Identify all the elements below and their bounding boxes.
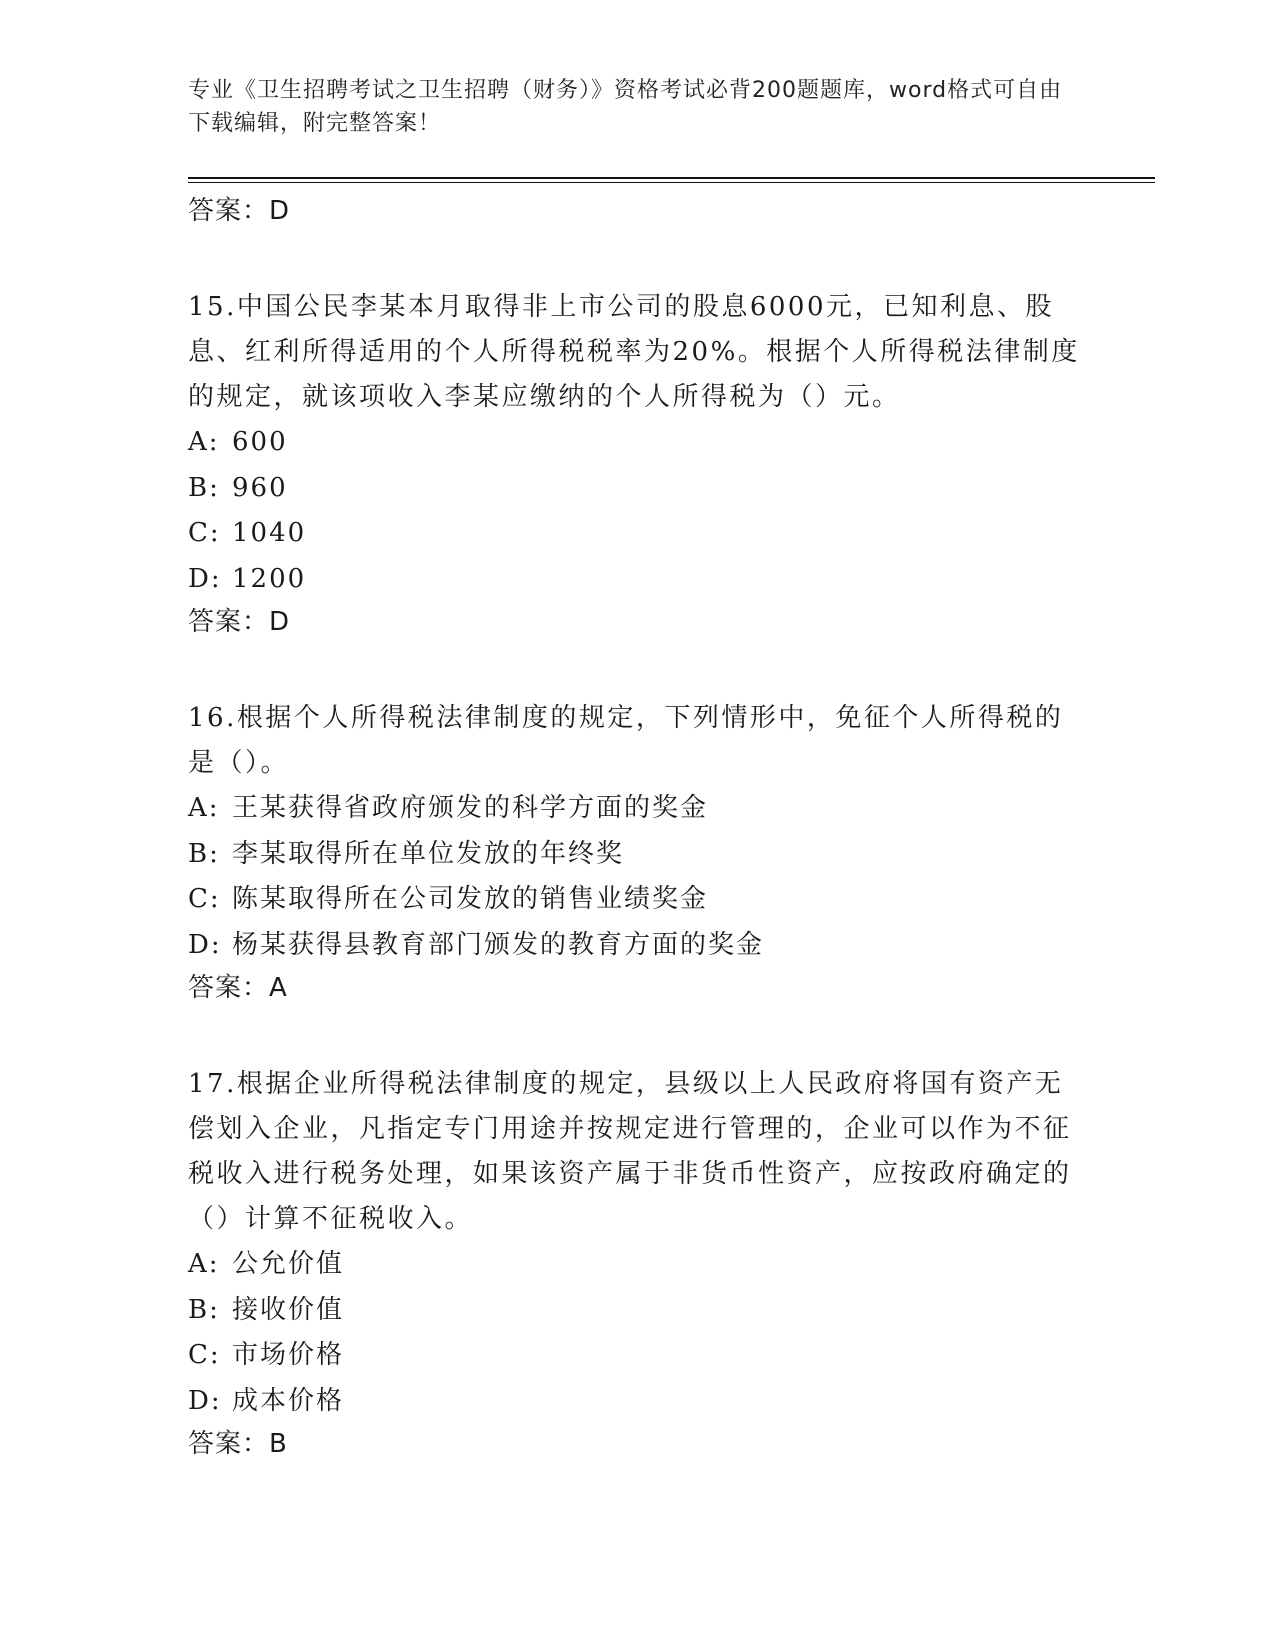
question-stem: 16.根据个人所得税法律制度的规定，下列情形中，免征个人所得税的是（）。	[188, 703, 1064, 778]
option-key: B:	[188, 472, 220, 503]
option-text: 陈某取得所在公司发放的销售业绩奖金	[232, 884, 709, 914]
option-key: C:	[188, 1340, 221, 1370]
option-text: 1200	[232, 563, 307, 594]
option-c	[188, 877, 1088, 923]
option-key: D:	[188, 1385, 222, 1416]
option-key: C:	[188, 518, 221, 548]
option-b	[188, 1288, 1088, 1334]
answer-line: 答案：D	[188, 607, 291, 637]
option-text: 成本价格	[232, 1385, 345, 1416]
option-key: A:	[188, 1249, 220, 1279]
option-text: 公允价值	[232, 1249, 345, 1279]
question-list	[188, 191, 1088, 1518]
option-key: D:	[188, 929, 222, 960]
option-c	[188, 1333, 1088, 1379]
option-b	[188, 832, 1088, 878]
option-text: 王某获得省政府颁发的科学方面的奖金	[232, 793, 709, 823]
leading-answer: 答案：D	[188, 196, 291, 226]
option-text: 接收价值	[232, 1294, 345, 1325]
option-key: C:	[188, 884, 221, 914]
option-key: B:	[188, 838, 220, 869]
question-stem: 17.根据企业所得税法律制度的规定，县级以上人民政府将国有资产无偿划入企业，凡指定专门用途并按规定进行管理的，企业可以作为不征税收入进行税务处理，如果该资产属于非货币性资产，应按政府确定的（）计算不征税收入。	[188, 1069, 1072, 1234]
option-text: 960	[232, 472, 288, 503]
option-text: 杨某获得县教育部门颁发的教育方面的奖金	[232, 929, 765, 960]
option-d	[188, 557, 1088, 603]
option-a	[188, 420, 1088, 466]
option-key: B:	[188, 1294, 220, 1325]
question-15	[188, 285, 1088, 642]
option-c	[188, 511, 1088, 557]
answer-line: 答案：A	[188, 973, 288, 1003]
option-key: D:	[188, 563, 222, 594]
header-rule-thin	[188, 182, 1155, 183]
option-text: 市场价格	[232, 1340, 345, 1370]
option-key: A:	[188, 427, 220, 457]
document-header: 专业《卫生招聘考试之卫生招聘（财务）》资格考试必背200题题库，word格式可自由下载编辑，附完整答案！	[188, 78, 1063, 136]
option-text: 李某取得所在单位发放的年终奖	[232, 838, 625, 869]
option-a	[188, 786, 1088, 832]
option-b	[188, 466, 1088, 512]
option-key: A:	[188, 793, 220, 823]
question-17	[188, 1062, 1088, 1464]
header-rule-thick	[188, 177, 1155, 179]
option-d	[188, 923, 1088, 969]
option-text: 1040	[232, 518, 307, 548]
option-a	[188, 1242, 1088, 1288]
question-16	[188, 696, 1088, 1008]
answer-line: 答案：B	[188, 1429, 288, 1459]
option-d	[188, 1379, 1088, 1425]
option-text: 600	[232, 427, 288, 457]
question-stem: 15.中国公民李某本月取得非上市公司的股息6000元，已知利息、股息、红利所得适用的个人所得税税率为20%。根据个人所得税法律制度的规定，就该项收入李某应缴纳的个人所得税为（）元。	[188, 292, 1080, 412]
